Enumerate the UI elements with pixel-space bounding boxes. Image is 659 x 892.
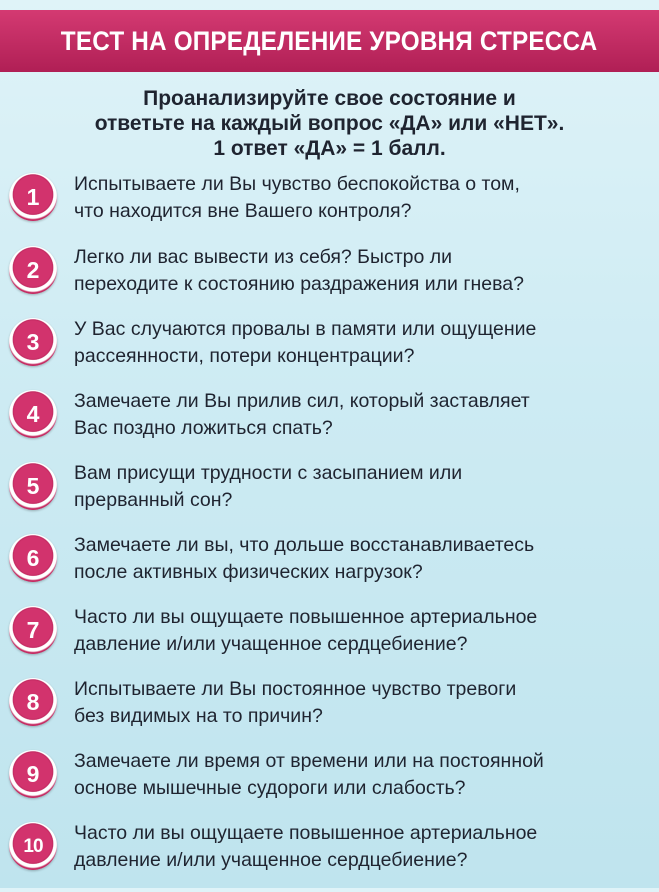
question-line-1: Легко ли вас вывести из себя? Быстро ли: [74, 246, 453, 268]
question-line-1: Часто ли вы ощущаете повышенное артериальное: [74, 606, 538, 628]
question-text: [74, 676, 654, 730]
question-text: [74, 171, 654, 225]
question-line-1: Часто ли вы ощущаете повышенное артериальное: [74, 822, 538, 844]
question-text: [74, 532, 654, 586]
question-line-1: Вам присущи трудности с засыпанием или: [74, 462, 463, 484]
question-item: [0, 390, 659, 460]
instructions-line-2: ответьте на каждый вопрос «ДА» или «НЕТ».: [94, 112, 565, 135]
number-badge: [9, 246, 57, 294]
question-line-1: Замечаете ли вы, что дольше восстанавливаетесь: [74, 534, 535, 556]
question-item: [0, 822, 659, 892]
question-number: 2: [26, 256, 40, 283]
question-item: [0, 318, 659, 388]
question-text: [74, 244, 654, 298]
question-item: [0, 462, 659, 532]
question-line-2: основе мышечные судороги или слабость?: [74, 777, 466, 799]
question-text: [74, 820, 654, 874]
question-number: 1: [26, 183, 40, 210]
question-text: [74, 316, 654, 370]
number-badge: [9, 606, 57, 654]
number-badge: [9, 534, 57, 582]
question-number: 7: [26, 616, 40, 643]
number-badge: [9, 462, 57, 510]
question-number: 3: [26, 328, 40, 355]
question-line-1: Испытываете ли Вы чувство беспокойства о том,: [74, 173, 520, 195]
question-number: 6: [26, 544, 40, 571]
question-item: [0, 678, 659, 748]
question-number: 4: [26, 400, 40, 427]
question-text: [74, 388, 654, 442]
question-line-2: рассеянности, потери концентрации?: [74, 345, 415, 367]
question-item: [0, 534, 659, 604]
instructions-line-1: Проанализируйте свое состояние и: [143, 87, 516, 110]
number-badge: [9, 318, 57, 366]
number-badge: [9, 678, 57, 726]
question-number: 5: [26, 472, 40, 499]
question-line-2: после активных физических нагрузок?: [74, 561, 423, 583]
question-text: [74, 460, 654, 514]
question-number: 9: [26, 760, 40, 787]
question-line-2: прерванный сон?: [74, 489, 233, 511]
question-line-1: Замечаете ли Вы прилив сил, который заставляет: [74, 390, 530, 412]
number-badge: [9, 390, 57, 438]
question-number: 10: [23, 835, 43, 857]
question-line-2: переходите к состоянию раздражения или гнева?: [74, 273, 524, 295]
question-line-1: Замечаете ли время от времени или на постоянной: [74, 750, 544, 772]
question-text: [74, 604, 654, 658]
question-number: 8: [26, 688, 40, 715]
question-item: [0, 750, 659, 820]
question-line-2: давление и/или учащенное сердцебиение?: [74, 849, 468, 871]
question-item: [0, 246, 659, 316]
number-badge: [9, 173, 57, 221]
question-line-2: что находится вне Вашего контроля?: [74, 200, 412, 222]
question-item: [0, 173, 659, 243]
number-badge: [9, 750, 57, 798]
question-line-2: давление и/или учащенное сердцебиение?: [74, 633, 468, 655]
page-title: ТЕСТ НА ОПРЕДЕЛЕНИЕ УРОВНЯ СТРЕССА: [61, 25, 598, 56]
number-badge: [9, 822, 57, 870]
question-text: [74, 748, 654, 802]
question-line-2: Вас поздно ложиться спать?: [74, 417, 333, 439]
question-line-1: Испытываете ли Вы постоянное чувство тревоги: [74, 678, 517, 700]
question-line-2: без видимых на то причин?: [74, 705, 323, 727]
question-line-1: У Вас случаются провалы в памяти или ощущение: [74, 318, 537, 340]
question-item: [0, 606, 659, 676]
instructions-line-3: 1 ответ «ДА» = 1 балл.: [213, 137, 446, 160]
